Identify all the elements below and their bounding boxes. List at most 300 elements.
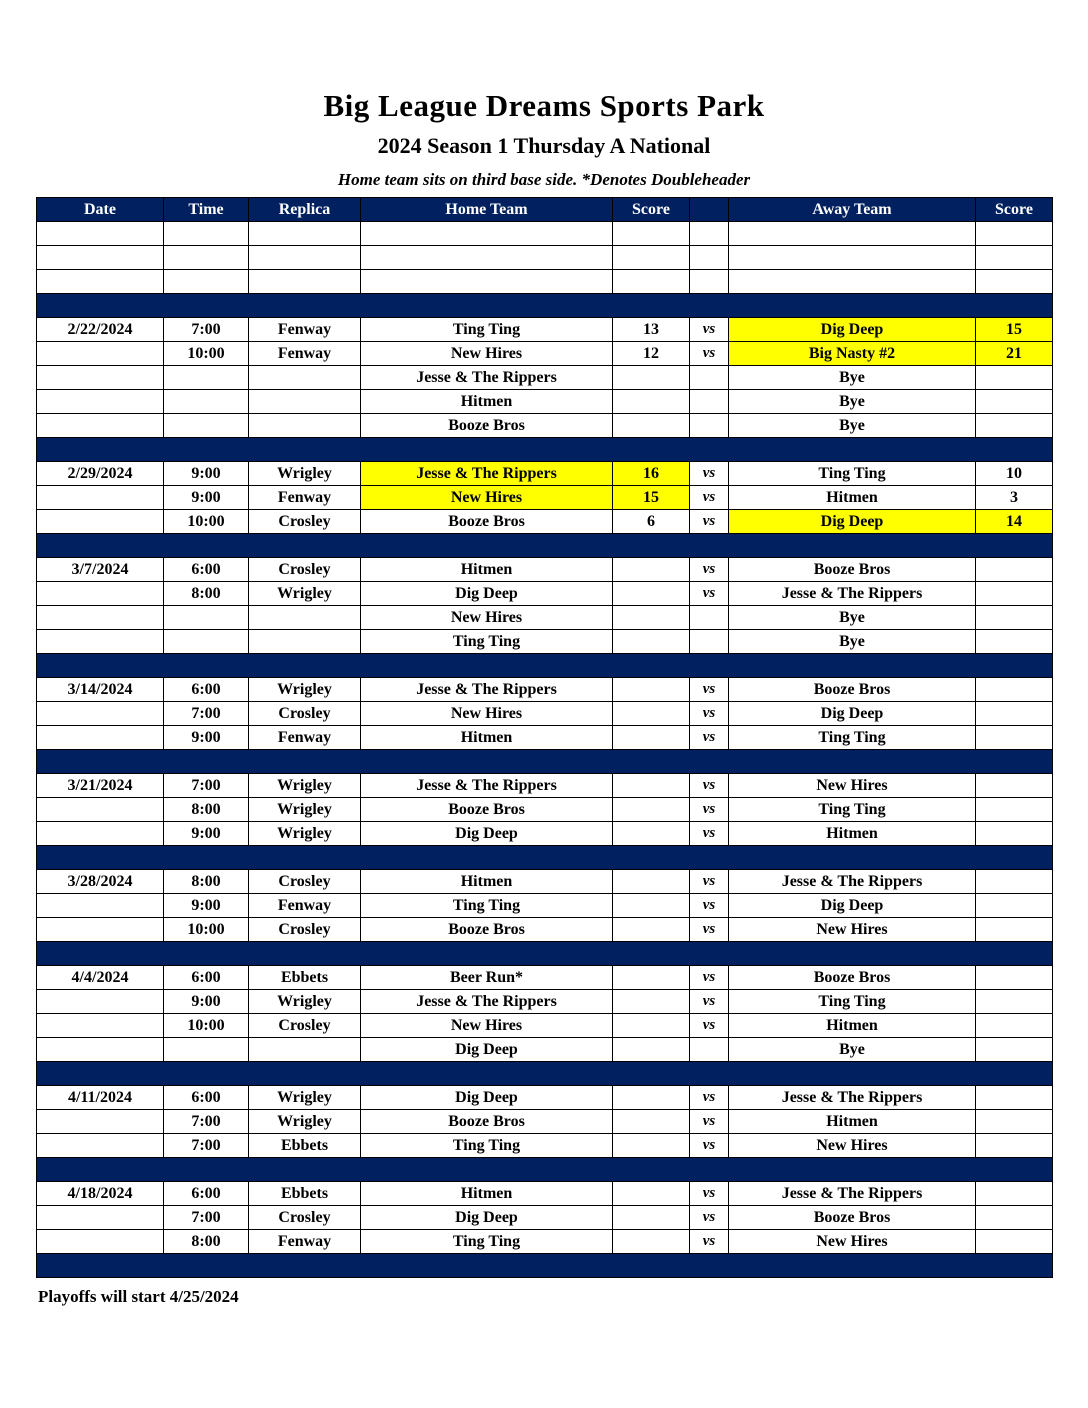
date-cell [37, 1134, 164, 1158]
separator-row [37, 846, 1053, 870]
replica-cell: Crosley [249, 510, 361, 534]
home-score-cell [613, 1110, 690, 1134]
home-score-cell [613, 606, 690, 630]
separator-row [37, 438, 1053, 462]
replica-cell: Crosley [249, 1014, 361, 1038]
away-team-cell: Bye [729, 414, 976, 438]
vs-cell [690, 222, 729, 246]
home-score-cell: 15 [613, 486, 690, 510]
home-team-cell: Jesse & The Rippers [361, 678, 613, 702]
home-team-cell: Hitmen [361, 870, 613, 894]
replica-cell: Wrigley [249, 774, 361, 798]
away-team-cell: Hitmen [729, 1014, 976, 1038]
away-score-cell [976, 606, 1053, 630]
date-cell [37, 822, 164, 846]
home-score-cell [613, 990, 690, 1014]
vs-cell: vs [690, 486, 729, 510]
home-score-cell [613, 702, 690, 726]
home-team-cell: Booze Bros [361, 1110, 613, 1134]
bye-row [37, 630, 1053, 654]
game-row [37, 1086, 1053, 1110]
away-team-cell: Ting Ting [729, 462, 976, 486]
away-team-cell [729, 246, 976, 270]
date-cell: 3/7/2024 [37, 558, 164, 582]
date-cell: 4/4/2024 [37, 966, 164, 990]
home-team-cell: Booze Bros [361, 798, 613, 822]
column-header-replica-2: Replica [249, 198, 361, 222]
home-score-cell: 6 [613, 510, 690, 534]
away-team-cell: Hitmen [729, 822, 976, 846]
bye-row [37, 366, 1053, 390]
time-cell: 9:00 [164, 990, 249, 1014]
replica-cell [249, 1038, 361, 1062]
separator-bar [37, 1158, 1053, 1182]
game-row [37, 558, 1053, 582]
home-team-cell: Jesse & The Rippers [361, 462, 613, 486]
home-team-cell: Hitmen [361, 390, 613, 414]
home-score-cell [613, 726, 690, 750]
date-cell: 2/22/2024 [37, 318, 164, 342]
game-row [37, 702, 1053, 726]
game-row [37, 342, 1053, 366]
away-score-cell [976, 270, 1053, 294]
home-score-cell [613, 798, 690, 822]
home-score-cell [613, 1038, 690, 1062]
replica-cell: Crosley [249, 918, 361, 942]
note-line: Home team sits on third base side. *Denotes Doubleheader [337, 170, 751, 189]
column-header-score-4: Score [613, 198, 690, 222]
game-row [37, 990, 1053, 1014]
time-cell: 8:00 [164, 1230, 249, 1254]
date-cell [37, 798, 164, 822]
column-header-date-0: Date [37, 198, 164, 222]
separator-bar [37, 438, 1053, 462]
vs-cell: vs [690, 462, 729, 486]
away-score-cell: 10 [976, 462, 1053, 486]
separator-row [37, 750, 1053, 774]
date-cell [37, 606, 164, 630]
separator-row [37, 1062, 1053, 1086]
home-score-cell [613, 558, 690, 582]
game-row [37, 726, 1053, 750]
replica-cell: Wrigley [249, 822, 361, 846]
away-score-cell: 14 [976, 510, 1053, 534]
vs-cell [690, 390, 729, 414]
away-score-cell [976, 678, 1053, 702]
date-cell [37, 1230, 164, 1254]
time-cell: 6:00 [164, 966, 249, 990]
separator-row [37, 1254, 1053, 1278]
home-team-cell: Hitmen [361, 558, 613, 582]
away-score-cell [976, 366, 1053, 390]
away-score-cell [976, 1230, 1053, 1254]
replica-cell: Crosley [249, 702, 361, 726]
vs-cell: vs [690, 1230, 729, 1254]
column-header-away-team-6: Away Team [729, 198, 976, 222]
away-score-cell [976, 246, 1053, 270]
column-header-home-team-3: Home Team [361, 198, 613, 222]
vs-cell [690, 630, 729, 654]
home-team-cell: Dig Deep [361, 822, 613, 846]
playoffs-note: Playoffs will start 4/25/2024 [38, 1287, 239, 1306]
home-team-cell: Dig Deep [361, 1038, 613, 1062]
date-cell [37, 414, 164, 438]
game-row [37, 966, 1053, 990]
home-team-cell: New Hires [361, 1014, 613, 1038]
home-score-cell [613, 894, 690, 918]
vs-cell: vs [690, 1110, 729, 1134]
header-row [37, 198, 1053, 222]
away-team-cell: Jesse & The Rippers [729, 582, 976, 606]
date-cell: 3/28/2024 [37, 870, 164, 894]
game-row [37, 486, 1053, 510]
away-score-cell [976, 1038, 1053, 1062]
replica-cell: Ebbets [249, 1134, 361, 1158]
away-score-cell [976, 414, 1053, 438]
date-cell [37, 726, 164, 750]
replica-cell [249, 366, 361, 390]
replica-cell [249, 630, 361, 654]
away-team-cell: Booze Bros [729, 1206, 976, 1230]
time-cell: 9:00 [164, 486, 249, 510]
date-cell [37, 630, 164, 654]
time-cell: 9:00 [164, 726, 249, 750]
time-cell [164, 414, 249, 438]
time-cell: 10:00 [164, 342, 249, 366]
bye-row [37, 1038, 1053, 1062]
replica-cell: Wrigley [249, 990, 361, 1014]
away-score-cell [976, 798, 1053, 822]
time-cell: 8:00 [164, 582, 249, 606]
replica-cell: Fenway [249, 894, 361, 918]
time-cell: 7:00 [164, 1206, 249, 1230]
date-cell [37, 1206, 164, 1230]
separator-bar [37, 294, 1053, 318]
home-team-cell: New Hires [361, 702, 613, 726]
game-row [37, 1110, 1053, 1134]
vs-cell: vs [690, 1086, 729, 1110]
away-team-cell [729, 222, 976, 246]
separator-bar [37, 534, 1053, 558]
game-row [37, 1230, 1053, 1254]
replica-cell: Wrigley [249, 1086, 361, 1110]
date-cell [37, 918, 164, 942]
column-header-vs [690, 198, 729, 222]
time-cell: 10:00 [164, 1014, 249, 1038]
vs-cell: vs [690, 582, 729, 606]
vs-cell [690, 1038, 729, 1062]
home-score-cell: 12 [613, 342, 690, 366]
date-cell [37, 246, 164, 270]
away-team-cell: New Hires [729, 774, 976, 798]
schedule-table [36, 197, 1053, 1278]
time-cell [164, 1038, 249, 1062]
date-cell [37, 1014, 164, 1038]
date-cell [37, 894, 164, 918]
time-cell: 7:00 [164, 1134, 249, 1158]
time-cell: 8:00 [164, 870, 249, 894]
home-team-cell: Dig Deep [361, 1086, 613, 1110]
home-team-cell: Hitmen [361, 726, 613, 750]
time-cell: 10:00 [164, 918, 249, 942]
away-team-cell: Ting Ting [729, 726, 976, 750]
empty-row [37, 270, 1053, 294]
replica-cell: Wrigley [249, 582, 361, 606]
away-team-cell: Jesse & The Rippers [729, 1182, 976, 1206]
date-cell [37, 582, 164, 606]
away-team-cell: Booze Bros [729, 678, 976, 702]
away-team-cell: Dig Deep [729, 318, 976, 342]
time-cell: 7:00 [164, 318, 249, 342]
game-row [37, 1134, 1053, 1158]
column-header-score-7: Score [976, 198, 1053, 222]
vs-cell: vs [690, 966, 729, 990]
bye-row [37, 390, 1053, 414]
home-team-cell: New Hires [361, 486, 613, 510]
away-team-cell: New Hires [729, 1230, 976, 1254]
away-score-cell [976, 582, 1053, 606]
replica-cell [249, 390, 361, 414]
home-score-cell [613, 222, 690, 246]
away-team-cell: Booze Bros [729, 966, 976, 990]
home-score-cell [613, 1134, 690, 1158]
home-score-cell [613, 414, 690, 438]
game-row [37, 1014, 1053, 1038]
separator-bar [37, 1062, 1053, 1086]
vs-cell: vs [690, 774, 729, 798]
date-cell [37, 486, 164, 510]
home-score-cell [613, 270, 690, 294]
away-score-cell [976, 1086, 1053, 1110]
home-team-cell: Booze Bros [361, 414, 613, 438]
away-team-cell: Dig Deep [729, 510, 976, 534]
time-cell [164, 390, 249, 414]
page-title: Big League Dreams Sports Park [323, 88, 765, 123]
home-score-cell: 16 [613, 462, 690, 486]
away-team-cell: Ting Ting [729, 990, 976, 1014]
vs-cell: vs [690, 342, 729, 366]
away-team-cell: Dig Deep [729, 702, 976, 726]
vs-cell: vs [690, 918, 729, 942]
time-cell: 9:00 [164, 822, 249, 846]
away-score-cell [976, 1134, 1053, 1158]
away-score-cell [976, 702, 1053, 726]
separator-row [37, 294, 1053, 318]
home-team-cell: Booze Bros [361, 918, 613, 942]
vs-cell [690, 270, 729, 294]
vs-cell: vs [690, 798, 729, 822]
time-cell: 7:00 [164, 702, 249, 726]
separator-row [37, 1158, 1053, 1182]
time-cell: 10:00 [164, 510, 249, 534]
page-header [0, 0, 1088, 190]
vs-cell: vs [690, 822, 729, 846]
away-team-cell: Big Nasty #2 [729, 342, 976, 366]
away-score-cell: 15 [976, 318, 1053, 342]
date-cell [37, 342, 164, 366]
away-score-cell [976, 1110, 1053, 1134]
time-cell [164, 246, 249, 270]
home-team-cell: Ting Ting [361, 1230, 613, 1254]
home-team-cell: Ting Ting [361, 1134, 613, 1158]
home-score-cell [613, 1014, 690, 1038]
away-score-cell: 21 [976, 342, 1053, 366]
home-score-cell [613, 966, 690, 990]
home-team-cell: Ting Ting [361, 894, 613, 918]
bye-row [37, 606, 1053, 630]
home-score-cell [613, 366, 690, 390]
away-team-cell: Jesse & The Rippers [729, 870, 976, 894]
vs-cell: vs [690, 870, 729, 894]
time-cell: 8:00 [164, 798, 249, 822]
home-score-cell [613, 678, 690, 702]
time-cell: 7:00 [164, 1110, 249, 1134]
away-team-cell: Bye [729, 630, 976, 654]
separator-row [37, 654, 1053, 678]
empty-row [37, 222, 1053, 246]
away-team-cell: Jesse & The Rippers [729, 1086, 976, 1110]
away-team-cell: Bye [729, 366, 976, 390]
replica-cell [249, 270, 361, 294]
away-team-cell: Ting Ting [729, 798, 976, 822]
game-row [37, 870, 1053, 894]
away-team-cell: Bye [729, 1038, 976, 1062]
away-score-cell [976, 990, 1053, 1014]
replica-cell: Ebbets [249, 966, 361, 990]
home-team-cell: New Hires [361, 606, 613, 630]
away-team-cell: New Hires [729, 1134, 976, 1158]
vs-cell: vs [690, 990, 729, 1014]
replica-cell [249, 414, 361, 438]
home-score-cell [613, 870, 690, 894]
away-score-cell [976, 918, 1053, 942]
home-team-cell: Booze Bros [361, 510, 613, 534]
time-cell: 6:00 [164, 558, 249, 582]
time-cell: 6:00 [164, 1086, 249, 1110]
date-cell [37, 1038, 164, 1062]
away-score-cell [976, 222, 1053, 246]
away-score-cell [976, 726, 1053, 750]
separator-bar [37, 1254, 1053, 1278]
vs-cell: vs [690, 510, 729, 534]
date-cell: 4/11/2024 [37, 1086, 164, 1110]
vs-cell: vs [690, 894, 729, 918]
bye-row [37, 414, 1053, 438]
home-score-cell: 13 [613, 318, 690, 342]
replica-cell: Wrigley [249, 678, 361, 702]
time-cell [164, 270, 249, 294]
replica-cell: Wrigley [249, 462, 361, 486]
time-cell [164, 606, 249, 630]
date-cell [37, 366, 164, 390]
away-team-cell: Hitmen [729, 486, 976, 510]
vs-cell: vs [690, 558, 729, 582]
home-team-cell: Beer Run* [361, 966, 613, 990]
season-subtitle: 2024 Season 1 Thursday A National [377, 133, 711, 158]
replica-cell [249, 222, 361, 246]
vs-cell: vs [690, 678, 729, 702]
replica-cell: Fenway [249, 318, 361, 342]
game-row [37, 894, 1053, 918]
away-team-cell: Dig Deep [729, 894, 976, 918]
replica-cell: Crosley [249, 1206, 361, 1230]
game-row [37, 1206, 1053, 1230]
date-cell [37, 702, 164, 726]
away-score-cell [976, 966, 1053, 990]
away-team-cell: Bye [729, 390, 976, 414]
replica-cell: Wrigley [249, 798, 361, 822]
home-score-cell [613, 1230, 690, 1254]
date-cell [37, 1110, 164, 1134]
away-team-cell: New Hires [729, 918, 976, 942]
home-team-cell: Hitmen [361, 1182, 613, 1206]
game-row [37, 318, 1053, 342]
date-cell [37, 222, 164, 246]
date-cell [37, 270, 164, 294]
away-score-cell [976, 1182, 1053, 1206]
home-score-cell [613, 390, 690, 414]
replica-cell: Ebbets [249, 1182, 361, 1206]
game-row [37, 510, 1053, 534]
separator-row [37, 534, 1053, 558]
date-cell [37, 390, 164, 414]
vs-cell: vs [690, 726, 729, 750]
date-cell [37, 510, 164, 534]
schedule-body [37, 222, 1053, 1278]
away-team-cell: Booze Bros [729, 558, 976, 582]
away-score-cell [976, 390, 1053, 414]
home-team-cell: Ting Ting [361, 318, 613, 342]
separator-bar [37, 942, 1053, 966]
date-cell: 2/29/2024 [37, 462, 164, 486]
home-team-cell: Jesse & The Rippers [361, 990, 613, 1014]
away-score-cell [976, 894, 1053, 918]
away-score-cell [976, 1014, 1053, 1038]
home-score-cell [613, 1086, 690, 1110]
time-cell: 9:00 [164, 462, 249, 486]
home-score-cell [613, 822, 690, 846]
separator-row [37, 942, 1053, 966]
home-team-cell: Dig Deep [361, 582, 613, 606]
replica-cell: Fenway [249, 486, 361, 510]
home-team-cell [361, 246, 613, 270]
vs-cell: vs [690, 1134, 729, 1158]
separator-bar [37, 750, 1053, 774]
game-row [37, 774, 1053, 798]
home-team-cell: Ting Ting [361, 630, 613, 654]
vs-cell: vs [690, 318, 729, 342]
home-team-cell: Dig Deep [361, 1206, 613, 1230]
time-cell: 7:00 [164, 774, 249, 798]
time-cell [164, 222, 249, 246]
home-team-cell: Jesse & The Rippers [361, 366, 613, 390]
away-score-cell [976, 558, 1053, 582]
home-score-cell [613, 774, 690, 798]
away-score-cell [976, 1206, 1053, 1230]
replica-cell [249, 606, 361, 630]
time-cell [164, 366, 249, 390]
away-team-cell: Hitmen [729, 1110, 976, 1134]
home-score-cell [613, 1182, 690, 1206]
replica-cell: Crosley [249, 870, 361, 894]
vs-cell [690, 606, 729, 630]
replica-cell [249, 246, 361, 270]
home-score-cell [613, 1206, 690, 1230]
away-team-cell: Bye [729, 606, 976, 630]
away-score-cell [976, 630, 1053, 654]
replica-cell: Fenway [249, 726, 361, 750]
date-cell: 4/18/2024 [37, 1182, 164, 1206]
